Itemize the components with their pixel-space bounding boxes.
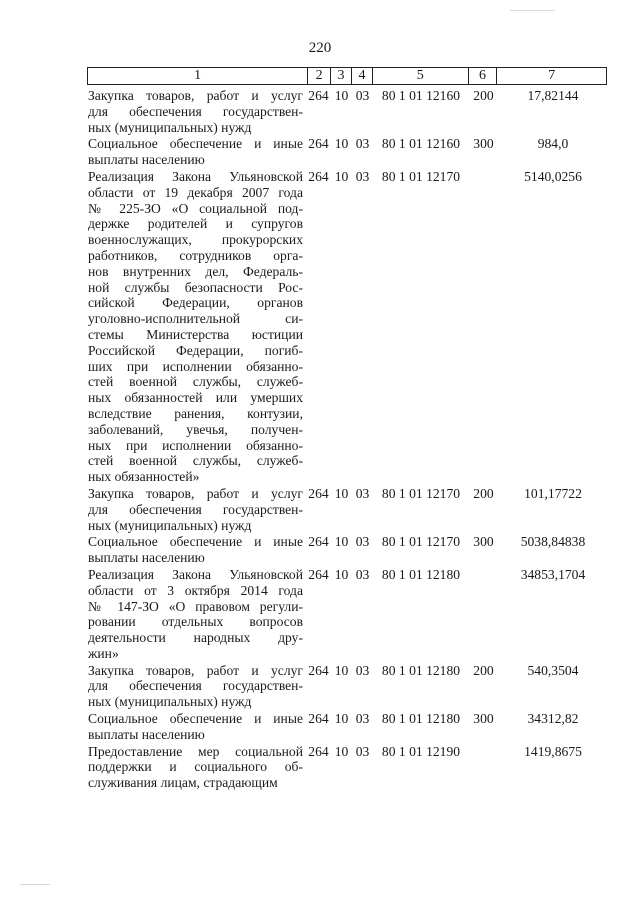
row-sum: 5038,84838 <box>520 534 586 550</box>
row-name-line: Социальное обеспечение и иные <box>88 711 303 727</box>
row-name-line: ных (муниципальных) нужд <box>88 694 252 710</box>
row-vr <box>469 744 498 791</box>
row-sum: 17,82144 <box>527 88 579 103</box>
row-rz: 10 <box>334 88 349 103</box>
table-row <box>88 169 608 485</box>
row-name-line: выплаты населению <box>88 550 205 566</box>
table-body <box>88 88 608 792</box>
row-gr: 264 <box>308 566 329 582</box>
row-name-line: служивания лицам, страдающим <box>88 775 278 791</box>
row-name-line: выплаты населению <box>88 726 205 742</box>
row-name-line: заболеваний, увечья, получен- <box>88 421 303 437</box>
row-csr: 80 1 01 12170 <box>381 534 461 550</box>
row-name-line: ных обязанностей» <box>88 469 200 485</box>
table-row <box>88 136 608 168</box>
table-row <box>88 744 608 791</box>
row-csr: 80 1 01 12170 <box>381 485 461 501</box>
row-csr: 80 1 01 12170 <box>381 168 461 184</box>
row-csr: 80 1 01 12180 <box>381 662 461 678</box>
row-pr: 03 <box>355 566 370 582</box>
row-name-line: работников, сотрудников орга- <box>88 247 303 263</box>
row-name-line: деятельности народных дру- <box>88 630 303 646</box>
row-name <box>88 88 306 135</box>
row-name-line: ных (муниципальных) нужд <box>88 119 252 135</box>
table-row <box>88 534 608 566</box>
table-row <box>88 567 608 662</box>
row-rz: 10 <box>334 711 349 727</box>
table-row <box>88 711 608 743</box>
row-name <box>88 744 306 791</box>
row-name-line: стей военной службы, служеб- <box>88 453 303 469</box>
row-gr: 264 <box>308 485 329 501</box>
row-gr: 264 <box>308 662 329 678</box>
row-pr: 03 <box>355 88 370 103</box>
row-sum: 984,0 <box>537 136 569 152</box>
row-sum: 5140,0256 <box>524 168 582 184</box>
row-name-line: жин» <box>88 645 119 661</box>
row-vr <box>469 169 498 485</box>
row-name-line: поддержки и социального об- <box>88 759 303 775</box>
row-name-line: сийской Федерации, органов <box>88 295 303 311</box>
row-pr: 03 <box>355 168 370 184</box>
row-vr <box>469 567 498 662</box>
row-name-line: Закупка товаров, работ и услуг <box>88 88 303 103</box>
row-name-line: уголовно-исполнительной си- <box>88 311 303 327</box>
row-vr: 300 <box>473 136 494 152</box>
table-row <box>88 663 608 710</box>
row-gr: 264 <box>308 711 329 727</box>
scan-mark <box>510 10 555 11</box>
row-vr: 300 <box>473 711 494 727</box>
row-name <box>88 169 306 485</box>
row-gr: 264 <box>308 88 329 103</box>
header-col-4: 4 <box>352 68 373 84</box>
row-csr: 80 1 01 12180 <box>381 711 461 727</box>
scan-mark <box>20 884 50 885</box>
table-row <box>88 88 608 135</box>
row-name-line: вследствие ранения, контузии, <box>88 405 303 421</box>
row-name <box>88 486 306 533</box>
row-name <box>88 711 306 743</box>
row-name-line: Предоставление мер социальной <box>88 743 303 759</box>
row-sum: 34312,82 <box>527 711 579 727</box>
row-name-line: нов внутренних дел, Федераль- <box>88 263 303 279</box>
row-csr: 80 1 01 12160 <box>381 136 461 152</box>
row-sum: 34853,1704 <box>520 566 586 582</box>
row-vr: 200 <box>473 485 494 501</box>
row-name-line: Реализация Закона Ульяновской <box>88 566 303 582</box>
row-rz: 10 <box>334 534 349 550</box>
row-name-line: держке родителей и супругов <box>88 216 303 232</box>
row-name <box>88 567 306 662</box>
row-pr: 03 <box>355 711 370 727</box>
row-gr: 264 <box>308 743 329 759</box>
row-name-line: для обеспечения государствен- <box>88 103 303 119</box>
header-col-2: 2 <box>308 68 331 84</box>
row-name-line: выплаты населению <box>88 152 205 168</box>
row-sum: 101,17722 <box>524 485 582 501</box>
table-header <box>87 67 607 85</box>
row-sum: 1419,8675 <box>524 743 582 759</box>
row-name-line: Закупка товаров, работ и услуг <box>88 485 303 501</box>
row-pr: 03 <box>355 485 370 501</box>
row-name-line: для обеспечения государствен- <box>88 678 303 694</box>
header-col-5: 5 <box>373 68 469 84</box>
row-rz: 10 <box>334 136 349 152</box>
row-name-line: ной службы безопасности Рос- <box>88 279 303 295</box>
row-name-line: ных (муниципальных) нужд <box>88 517 252 533</box>
row-name <box>88 534 306 566</box>
row-rz: 10 <box>334 168 349 184</box>
row-name-line: Социальное обеспечение и иные <box>88 136 303 152</box>
row-gr: 264 <box>308 168 329 184</box>
row-csr: 80 1 01 12160 <box>381 88 461 103</box>
row-pr: 03 <box>355 743 370 759</box>
row-name-line: Реализация Закона Ульяновской <box>88 168 303 184</box>
row-name-line: Российской Федерации, погиб- <box>88 342 303 358</box>
row-name-line: стемы Министерства юстиции <box>88 326 303 342</box>
header-col-6: 6 <box>469 68 498 84</box>
row-name-line: Закупка товаров, работ и услуг <box>88 662 303 678</box>
row-rz: 10 <box>334 743 349 759</box>
row-rz: 10 <box>334 662 349 678</box>
row-pr: 03 <box>355 662 370 678</box>
row-name-line: ных при исполнении обязанно- <box>88 437 303 453</box>
row-name-line: военнослужащих, прокурорских <box>88 232 303 248</box>
row-name-line: области от 3 октября 2014 года <box>88 582 303 598</box>
row-name <box>88 136 306 168</box>
row-rz: 10 <box>334 485 349 501</box>
row-pr: 03 <box>355 136 370 152</box>
header-col-3: 3 <box>331 68 352 84</box>
row-name-line: для обеспечения государствен- <box>88 501 303 517</box>
row-vr: 300 <box>473 534 494 550</box>
row-vr: 200 <box>473 88 494 103</box>
row-sum: 540,3504 <box>527 662 579 678</box>
row-name-line: стей военной службы, служеб- <box>88 374 303 390</box>
row-name-line: Социальное обеспечение и иные <box>88 534 303 550</box>
row-pr: 03 <box>355 534 370 550</box>
row-gr: 264 <box>308 534 329 550</box>
header-col-1: 1 <box>88 68 308 84</box>
row-rz: 10 <box>334 566 349 582</box>
page-number: 220 <box>308 40 332 56</box>
row-name-line: ных обязанностей или умерших <box>88 390 303 406</box>
row-name-line: № 225-ЗО «О социальной под- <box>88 200 303 216</box>
row-name-line: ровании отдельных вопросов <box>88 614 303 630</box>
table-row <box>88 486 608 533</box>
row-name-line: области от 19 декабря 2007 года <box>88 184 303 200</box>
row-csr: 80 1 01 12180 <box>381 566 461 582</box>
header-col-7: 7 <box>548 68 556 83</box>
row-csr: 80 1 01 12190 <box>381 743 461 759</box>
row-name-line: ших при исполнении обязанно- <box>88 358 303 374</box>
row-vr: 200 <box>473 662 494 678</box>
row-gr: 264 <box>308 136 329 152</box>
row-name <box>88 663 306 710</box>
row-name-line: № 147-ЗО «О правовом регули- <box>88 598 303 614</box>
